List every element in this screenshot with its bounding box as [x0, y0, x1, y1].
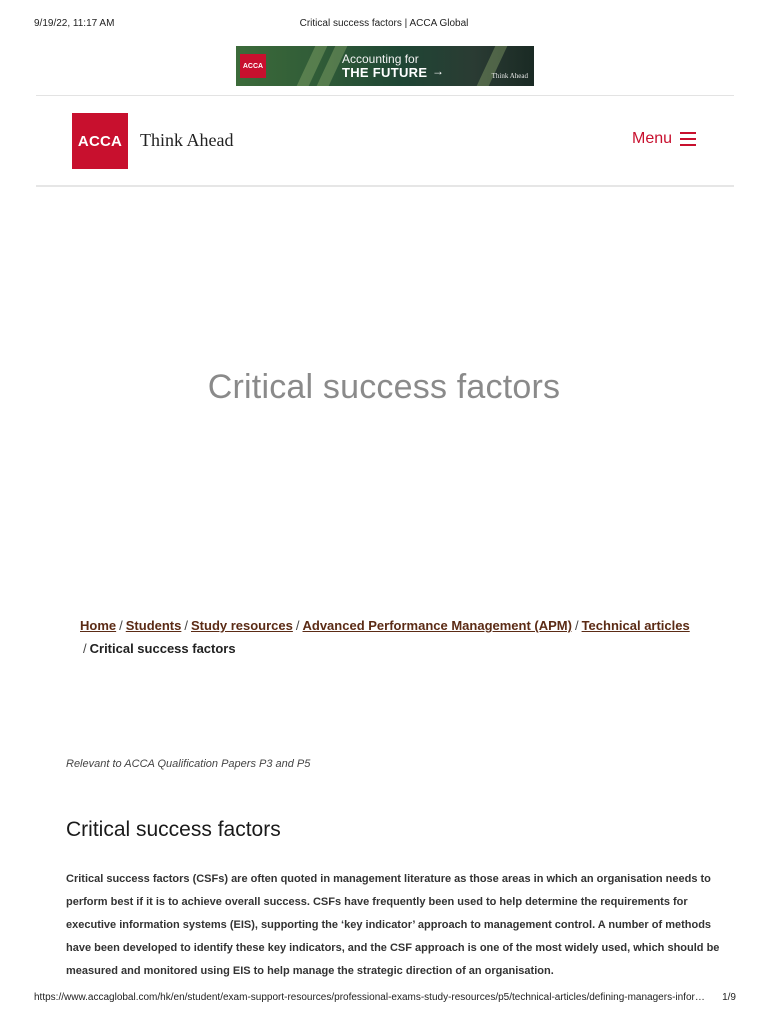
- print-datetime: 9/19/22, 11:17 AM: [34, 18, 115, 29]
- banner-line1: Accounting for: [342, 52, 419, 66]
- menu-button[interactable]: [632, 130, 696, 148]
- acca-logo[interactable]: ACCA: [72, 113, 128, 169]
- breadcrumb-study-resources[interactable]: Study resources: [191, 618, 293, 633]
- hamburger-icon: [680, 132, 696, 146]
- breadcrumb-separator: /: [574, 618, 579, 633]
- breadcrumb: [80, 614, 720, 660]
- breadcrumb-home[interactable]: Home: [80, 618, 117, 633]
- breadcrumb-separator: /: [184, 618, 188, 633]
- article-heading: Critical success factors: [66, 818, 281, 841]
- site-tagline: Think Ahead: [140, 130, 234, 150]
- divider: [36, 95, 734, 96]
- arrow-right-icon: →: [432, 64, 444, 78]
- advert-banner[interactable]: [236, 46, 534, 86]
- breadcrumb-separator: /: [83, 641, 87, 656]
- breadcrumb-apm[interactable]: Advanced Performance Management (APM): [302, 618, 572, 633]
- print-url: https://www.accaglobal.com/hk/en/student/exam-support-resources/professional-exams-study-resources/p5/technical-articles/defining-managers-infor…: [34, 992, 705, 1003]
- breadcrumb-students[interactable]: Students: [125, 618, 182, 633]
- breadcrumb-current: Critical success factors: [89, 641, 236, 656]
- print-page-title: Critical success factors | ACCA Global: [299, 18, 469, 29]
- menu-label: Menu: [632, 130, 673, 147]
- breadcrumb-technical-articles[interactable]: Technical articles: [581, 618, 690, 633]
- page-title: Critical success factors: [207, 368, 561, 406]
- breadcrumb-separator: /: [119, 618, 123, 633]
- banner-line2: THE FUTURE: [342, 65, 428, 80]
- print-page-number: 1/9: [722, 992, 736, 1003]
- article-paragraph: Critical success factors (CSFs) are often quoted in management literature as those areas in which an organisation needs to perform best if it is to achieve overall success. CSFs have frequently been used to help determine the requirements for executive information systems (EIS), supporting the ‘key indicator’ approach to management control. A number of methods have been developed to identify these key indicators, and the CSF approach is one of the most widely used, which should be measured and monitored using EIS to help manage the strategic direction of an organisation.: [66, 873, 720, 977]
- banner-tag: Think Ahead: [491, 72, 528, 80]
- relevance-note: Relevant to ACCA Qualification Papers P3 and P5: [66, 758, 311, 770]
- banner-logo: ACCA: [240, 54, 266, 78]
- breadcrumb-separator: /: [295, 618, 300, 633]
- divider: [36, 185, 734, 187]
